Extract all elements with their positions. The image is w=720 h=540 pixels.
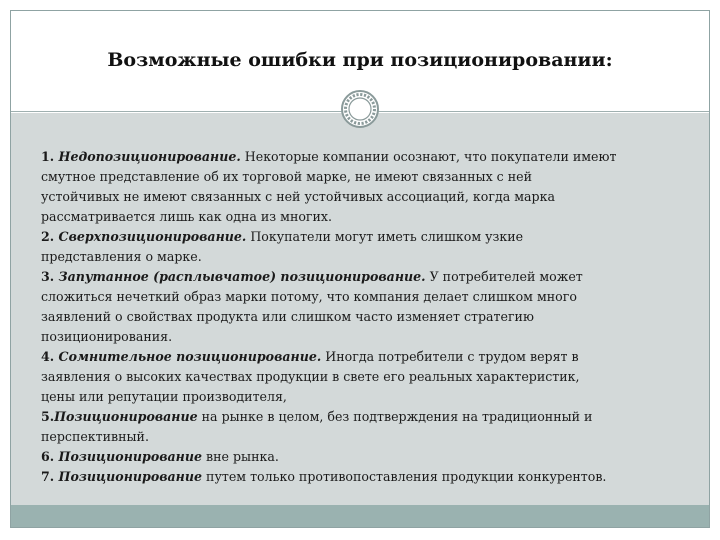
text-line: позиционирования.	[41, 329, 173, 344]
item-term: Сверхпозиционирование.	[58, 229, 247, 244]
list-item	[41, 267, 681, 287]
slide	[10, 10, 710, 528]
text-line: сложиться нечеткий образ марки потому, что компания делает слишком много	[41, 289, 577, 304]
list-item	[41, 407, 681, 427]
item-term: Сомнительное позиционирование.	[58, 349, 322, 364]
item-text: вне рынка.	[202, 449, 279, 464]
item-term: Недопозиционирование.	[58, 149, 241, 164]
list-item	[41, 447, 681, 467]
slide-title: Возможные ошибки при позиционировании:	[107, 49, 613, 71]
item-text: У потребителей может	[425, 269, 583, 284]
item-text: на рынке в целом, без подтверждения на традиционный и	[197, 409, 593, 424]
item-term: Позиционирование	[58, 449, 203, 464]
item-number: 1.	[41, 149, 59, 164]
item-text: путем только противопоставления продукции конкурентов.	[202, 469, 607, 484]
list-item	[41, 227, 681, 247]
list-item	[41, 347, 681, 367]
text-line: заявления о высоких качествах продукции в свете его реальных характеристик,	[41, 369, 580, 384]
item-number: 2.	[41, 229, 59, 244]
ring-ornament-icon	[340, 89, 380, 129]
content-text	[41, 147, 681, 487]
item-number: 6.	[41, 449, 59, 464]
bottom-bar	[11, 505, 709, 527]
item-number: 5.	[41, 409, 55, 424]
item-number: 3.	[41, 269, 59, 284]
text-line: представления о марке.	[41, 249, 202, 264]
item-text: Иногда потребители с трудом верят в	[321, 349, 579, 364]
item-text: Некоторые компании осознают, что покупатели имеют	[240, 149, 617, 164]
text-line: заявлений о свойствах продукта или слишком часто изменяет стратегию	[41, 309, 534, 324]
item-number: 4.	[41, 349, 59, 364]
item-number: 7.	[41, 469, 59, 484]
item-term: Позиционирование	[54, 409, 198, 424]
content-area	[11, 113, 709, 505]
list-item	[41, 467, 681, 487]
item-text: Покупатели могут иметь слишком узкие	[246, 229, 524, 244]
text-line: рассматривается лишь как одна из многих.	[41, 209, 333, 224]
text-line: перспективный.	[41, 429, 149, 444]
item-term: Позиционирование	[58, 469, 203, 484]
list-item	[41, 147, 681, 167]
text-line: устойчивых не имеют связанных с ней устойчивых ассоциаций, когда марка	[41, 189, 555, 204]
text-line: смутное представление об их торговой марке, не имеют связанных с ней	[41, 169, 532, 184]
text-line: цены или репутации производителя,	[41, 389, 287, 404]
item-term: Запутанное (расплывчатое) позиционирование.	[58, 269, 426, 284]
